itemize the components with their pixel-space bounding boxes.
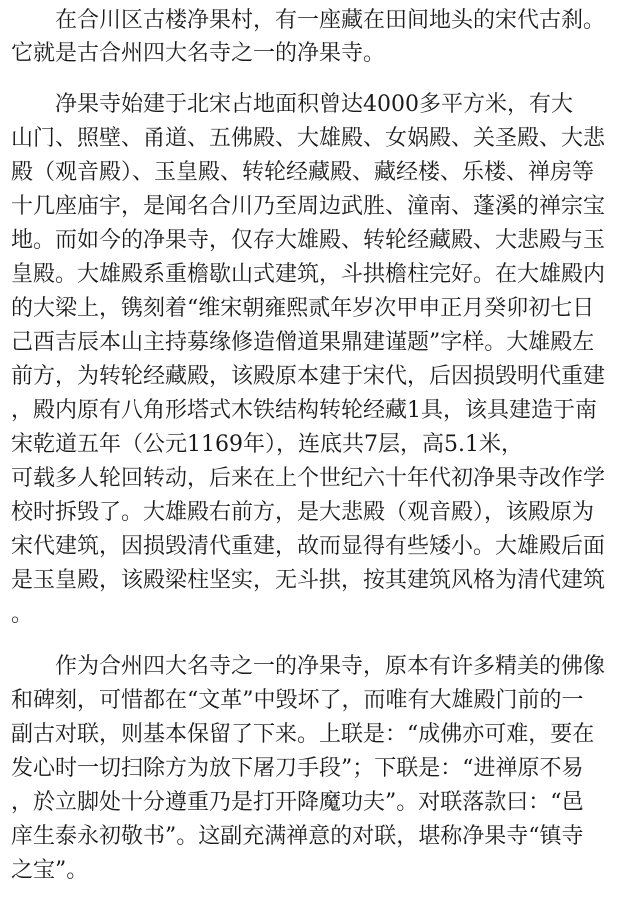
paragraph-2-line-3: 殿（观音殿）、玉皇殿、转轮经藏殿、藏经楼、乐楼、禅房等 — [11, 160, 595, 185]
paragraph-3-line-2: 和碑刻，可惜都在“文革”中毁坏了，而唯有大雄殿门前的一 — [11, 688, 584, 713]
paragraph-2-line-11: 宋乾道五年（公元1169年），连底共7层，高5.1米， — [11, 432, 523, 457]
paragraph-3-line-4: 发心时一切扫除方为放下屠刀手段”；下联是：“进禅原不易 — [11, 756, 584, 781]
paragraph-2-line-15: 是玉皇殿，该殿梁柱坚实，无斗拱，按其建筑风格为清代建筑 — [11, 568, 606, 593]
paragraph-2-line-6: 皇殿。大雄殿系重檐歇山式建筑，斗拱檐柱完好。在大雄殿内 — [11, 262, 606, 287]
paragraph-2-line-5: 地。而如今的净果寺，仅存大雄殿、转轮经藏殿、大悲殿与玉 — [11, 228, 606, 253]
paragraph-2-line-7: 的大梁上，镌刻着“维宋朝雍熙贰年岁次甲申正月癸卯初七日 — [11, 296, 595, 321]
paragraph-3-line-1: 作为合州四大名寺之一的净果寺，原本有许多精美的佛像 — [11, 654, 606, 679]
paragraph-2-line-12: 可载多人轮回转动，后来在上个世纪六十年代初净果寺改作学 — [11, 466, 606, 491]
paragraph-3-line-5: ，於立脚处十分遵重乃是打开降魔功夫”。对联落款曰：“邑 — [11, 790, 584, 815]
paragraph-2-line-13: 校时拆毁了。大雄殿右前方，是大悲殿（观音殿），该殿原为 — [11, 500, 595, 525]
paragraph-3-line-3: 副古对联，则基本保留了下来。上联是：“成佛亦可难，要在 — [11, 722, 595, 747]
paragraph-2-line-8: 己酉吉辰本山主持募缘修造僧道果鼎建谨题”字样。大雄殿左 — [11, 330, 595, 355]
paragraph-2-line-4: 十几座庙宇，是闻名合川乃至周边武胜、潼南、蓬溪的禅宗宝 — [11, 194, 606, 219]
paragraph-1-line-2: 它就是古合州四大名寺之一的净果寺。 — [11, 41, 386, 66]
paragraph-2-line-14: 宋代建筑，因损毁清代重建，故而显得有些矮小。大雄殿后面 — [11, 534, 606, 559]
paragraph-2-line-9: 前方，为转轮经藏殿，该殿原本建于宋代，后因损毁明代重建 — [11, 364, 606, 389]
paragraph-3-line-6: 庠生泰永初敬书”。这副充满禅意的对联，堪称净果寺“镇寺 — [11, 824, 584, 849]
paragraph-1-line-1: 在合川区古楼净果村，有一座藏在田间地头的宋代古刹。 — [11, 8, 606, 33]
paragraph-2-line-10: ，殿内原有八角形塔式木铁结构转轮经藏1具，该具建造于南 — [11, 398, 597, 423]
paragraph-3-line-7: 之宝”。 — [11, 858, 89, 883]
paragraph-2-line-16: 。 — [11, 602, 34, 627]
paragraph-2-line-1: 净果寺始建于北宋占地面积曾达4000多平方米，有大 — [11, 92, 573, 117]
paragraph-2-line-2: 山门、照壁、甬道、五佛殿、大雄殿、女娲殿、关圣殿、大悲 — [11, 126, 606, 151]
